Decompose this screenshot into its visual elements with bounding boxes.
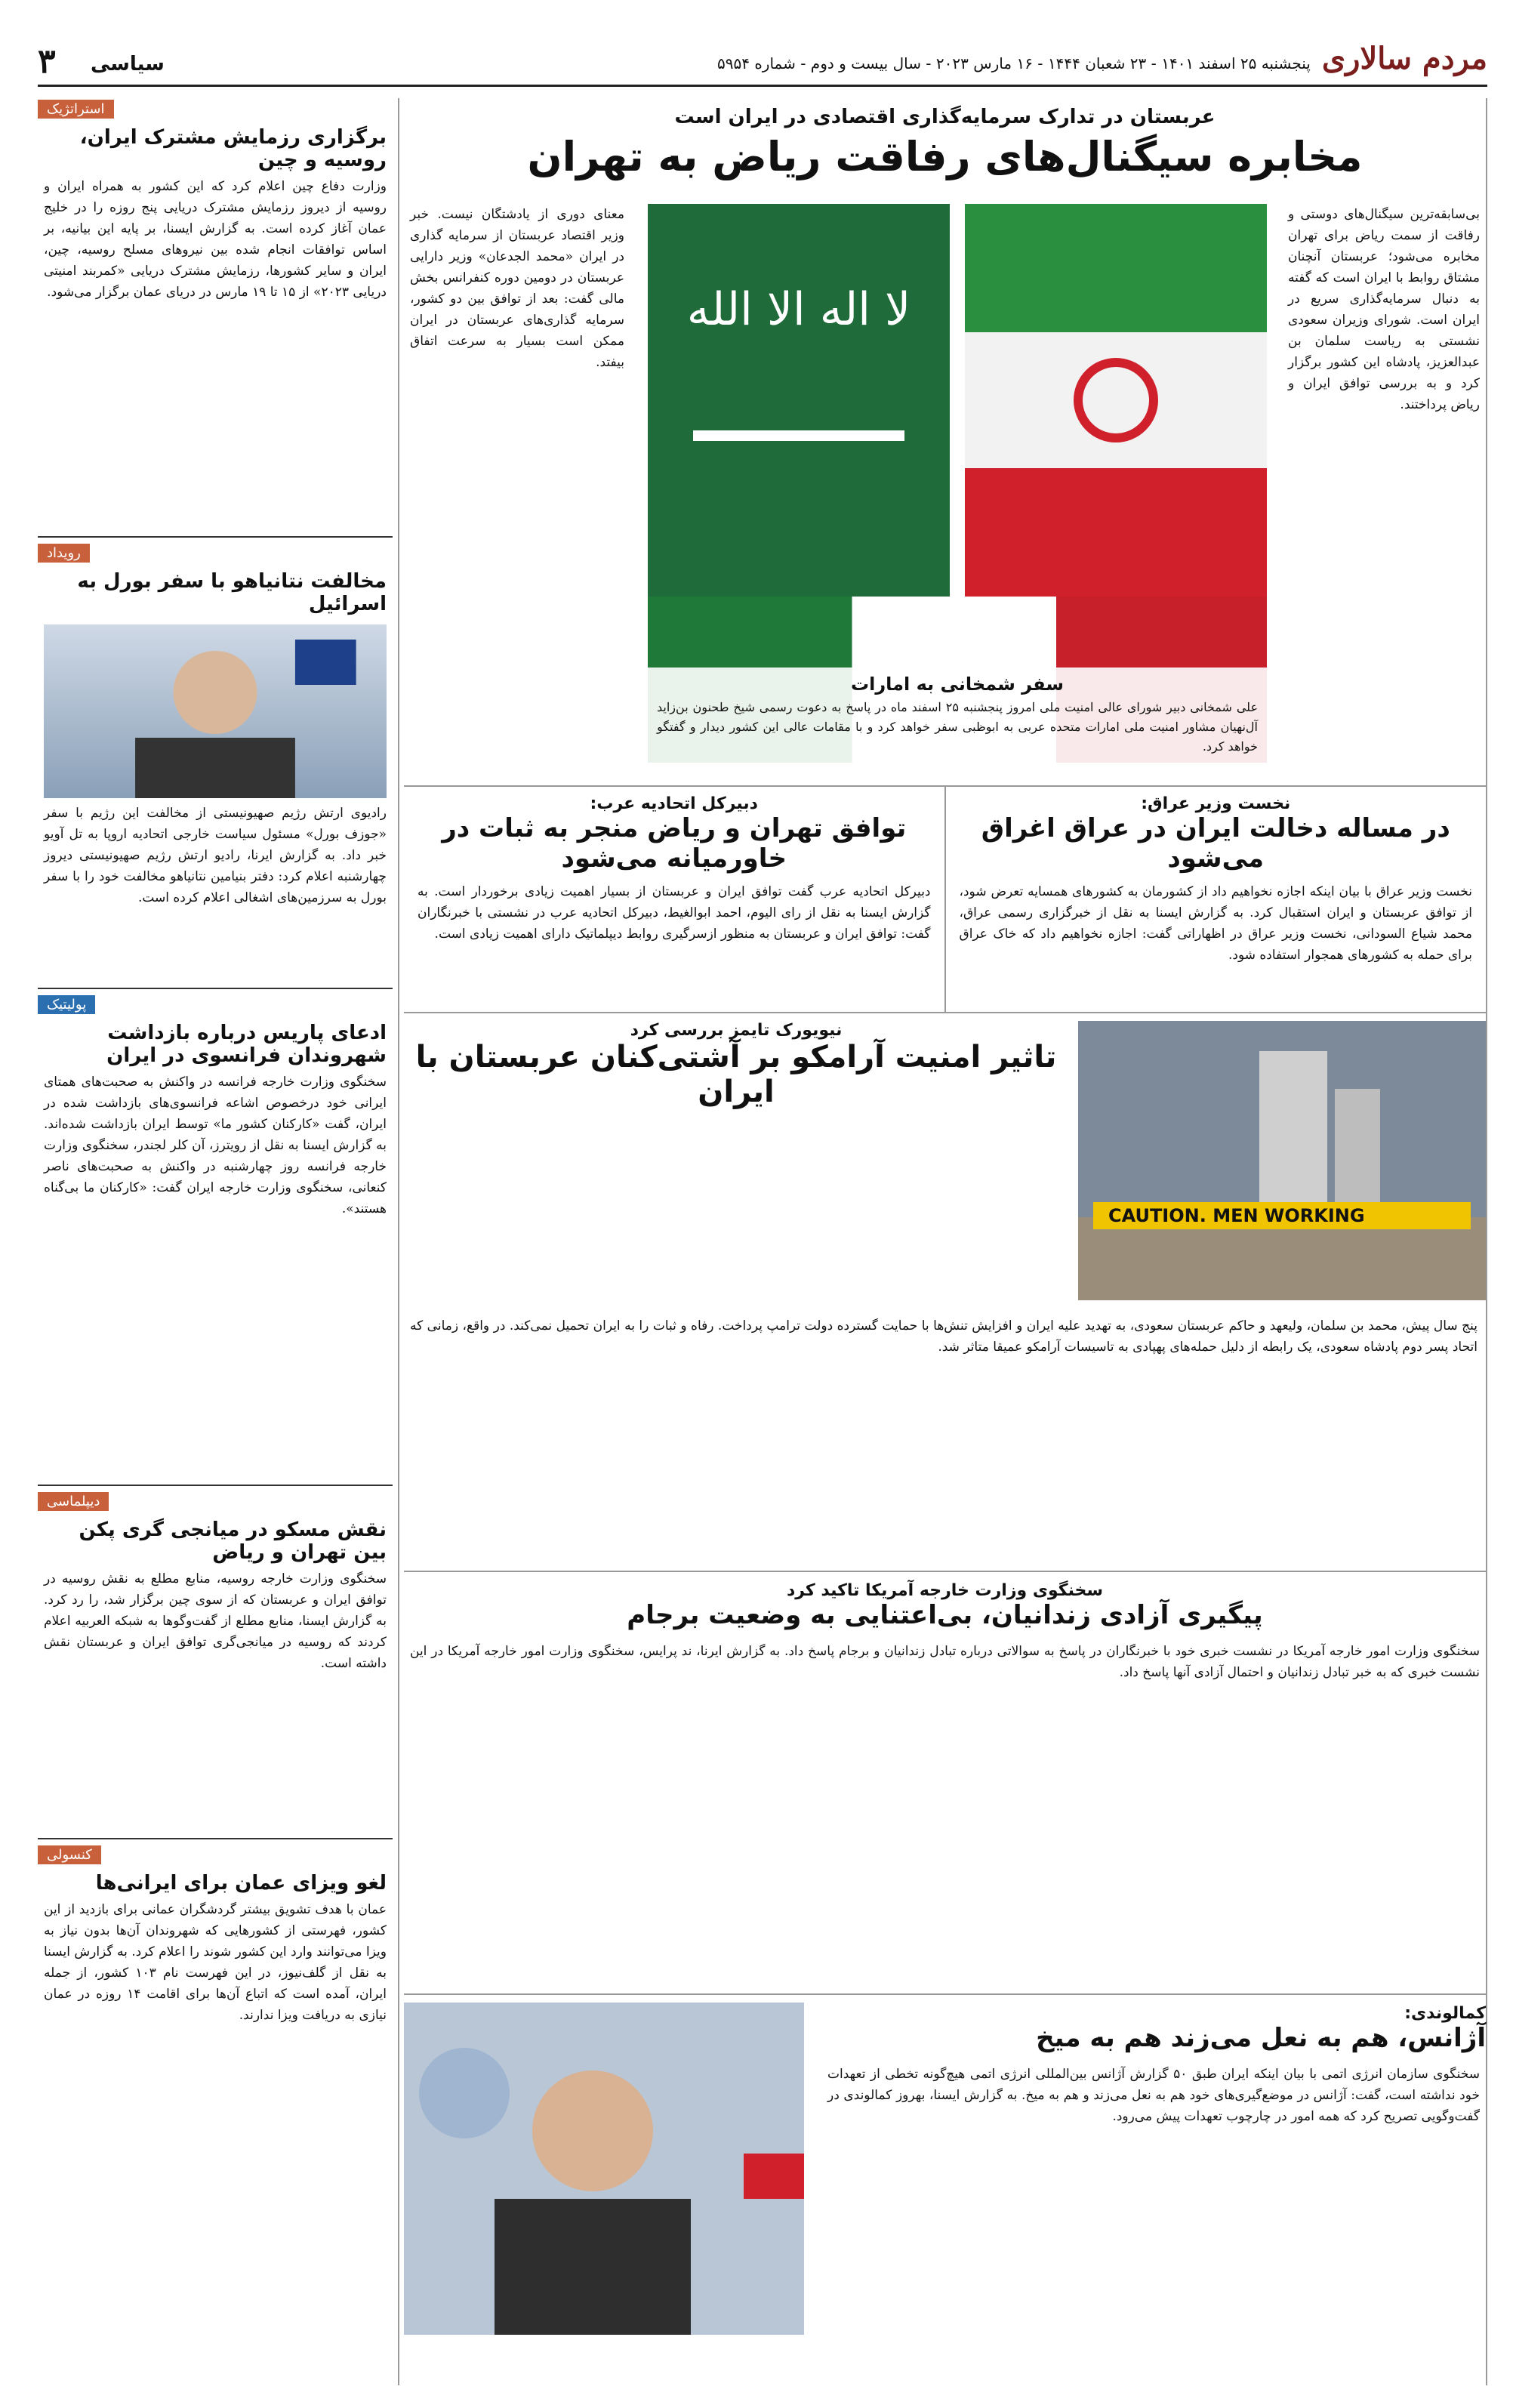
svg-text:لا اله الا الله: لا اله الا الله bbox=[686, 283, 911, 336]
mid-stories bbox=[404, 785, 1486, 1012]
arab-league-story bbox=[404, 787, 944, 1012]
brief-text: رادیوی ارتش رژیم صهیونیستی از مخالفت این رژیم با سفر «جوزف بورل» مسئول سیاست خارجی اتحادیه اروپا به تل آویو خبر داد. به گزارش ایرنا، رادیو ارتش رژیم صهیونیستی دیروز چهارشنبه اعلام کرد: دفتر بنیامین نتانیاهو مخالفت خود را با سفر بورل به سرزمین‌های اشغالی اعلام کرده است. bbox=[44, 806, 387, 905]
brief-text: وزارت دفاع چین اعلام کرد که این کشور به همراه ایران و روسیه از دیروز رزمایش مشترک دریایی پنج روزه را در خلیج عمان آغاز کرده است. به گزارش ایسنا، بر پایه این بیانیه، بر اساس توافقات انجام شده بین نیروهای مسلح روسیه، چین، ایران و سایر کشورها، رزمایش مشترک دریایی «کمربند امنیتی دریایی ۲۰۲۳» از ۱۵ تا ۱۹ مارس در دریای عمان برگزار می‌شود. bbox=[44, 179, 387, 300]
divider bbox=[38, 1838, 393, 1839]
brief-item bbox=[38, 1844, 393, 2327]
lead-story-body bbox=[404, 204, 1486, 785]
brief-item bbox=[38, 542, 393, 980]
story-text: سخنگوی سازمان انرژی اتمی با بیان اینکه ایران طبق ۵۰ گزارش آژانس بین‌المللی انرژی اتمی هیچ‌گونه تخطی از تعهدات خود نداشته است، گفت: آژانس در موضع‌گیری‌های خود هم به نعل می‌زند و هم به میخ. به گزارش ایسنا، بهروز کمالوندی در گفت‌وگویی تصریح کرد که همه امور در چارچوب تعهدات پیش می‌رود. bbox=[827, 2067, 1480, 2124]
kamalvandi-photo bbox=[404, 2003, 804, 2335]
story-kicker: کمالوندی: bbox=[1404, 2004, 1486, 2023]
brief-item bbox=[38, 1491, 393, 1830]
lead-kicker: عربستان در تدارک سرمایه‌گذاری اقتصادی در ایران است bbox=[674, 106, 1216, 128]
brief-title: لغو ویزای عمان برای ایرانی‌ها bbox=[95, 1872, 387, 1895]
brief-tag: کنسولی bbox=[38, 1845, 101, 1864]
person-icon bbox=[404, 2003, 804, 2335]
divider bbox=[38, 1485, 393, 1486]
story-title: در مساله دخالت ایران در عراق اغراق می‌شود bbox=[981, 813, 1450, 874]
issue-info: پنجشنبه ۲۵ اسفند ۱۴۰۱ - ۲۳ شعبان ۱۴۴۴ - ۱۶ مارس ۲۰۲۳ - سال بیست و دوم - شماره ۵۹۵۴ bbox=[717, 54, 1311, 72]
page-header bbox=[38, 39, 1487, 92]
brief-title: ادعای پاریس درباره بازداشت شهروندان فرانسوی در ایران bbox=[106, 1022, 387, 1067]
aramco-photo bbox=[1078, 1021, 1486, 1300]
brief-title: برگزاری رزمایش مشترک ایران، روسیه و چین bbox=[79, 126, 387, 171]
story-text: سخنگوی وزارت امور خارجه آمریکا در نشست خبری خود با خبرنگاران در پاسخ به سوالاتی درباره تبادل زندانیان و برجام پاسخ داد. به گزارش ایرنا، ند پرایس، سخنگوی وزارت امور خارجه آمریکا در این نشست خبری که به خبر تبادل زندانیان و احتمال آزادی آنها پاسخ داد. bbox=[410, 1644, 1480, 1680]
brief-text: عمان با هدف تشویق بیشتر گردشگران عمانی برای بازدید از این کشور، فهرستی از کشورهایی که شهروندان آن‌ها بدون نیاز به ویزا می‌توانند وارد این کشور شوند را اعلام کرد. به گزارش ایسنا به نقل از گلف‌نیوز، در این فهرست نام ۱۰۳ کشور، از جمله ایران، آمده است که اتباع آن‌ها برای اقامت ۱۴ روزه در عمان نیازی به دریافت ویزا ندارند. bbox=[44, 1902, 387, 2023]
lead-story-head bbox=[404, 98, 1486, 204]
kamalvandi-story bbox=[404, 1993, 1486, 2348]
state-dept-story bbox=[404, 1571, 1486, 1993]
story-text: دبیرکل اتحادیه عرب گفت توافق ایران و عربستان از بسیار اهمیت زیادی برخوردار است. به گزارش ایسنا به نقل از رای الیوم، احمد ابوالغیط، دبیرکل اتحادیه عرب در نشستی با خبرنگاران گفت: توافق ایران و عربستان به منظور ازسرگیری روابط دیپلماتیک دارای اهمیت زیادی است. bbox=[418, 884, 931, 942]
newspaper-logo: مردم سالاری bbox=[1321, 41, 1487, 76]
refinery-icon bbox=[1078, 1021, 1486, 1300]
lead-title: مخابره سیگنال‌های رفاقت ریاض به تهران bbox=[527, 133, 1363, 180]
story-kicker: نیویورک تایمز بررسی کرد bbox=[630, 1021, 843, 1040]
story-title: پیگیری آزادی زندانیان، بی‌اعتنایی به وضعیت برجام bbox=[627, 1600, 1263, 1630]
divider bbox=[38, 536, 393, 538]
flags-icon bbox=[648, 204, 1267, 597]
story-title: آژانس، هم به نعل می‌زند هم به میخ bbox=[1036, 2023, 1486, 2053]
story-kicker: نخست وزیر عراق: bbox=[1141, 794, 1291, 813]
brief-tag: رویداد bbox=[38, 544, 90, 563]
story-title: تاثیر امنیت آرامکو بر آشتی‌کنان عربستان با ایران bbox=[415, 1040, 1057, 1109]
section-label: سیاسی bbox=[91, 53, 165, 76]
brief-text: سخنگوی وزارت خارجه روسیه، منابع مطلع به نقش روسیه در توافق ایران و عربستان که از سوی چین برگزار شد، را رد کرد. به گزارش ایسنا، منابع مطلع از گفت‌وگوها به شبکه العربیه اعلام کردند که روسیه در میانجی‌گری توافق ایران و عربستان نقش داشته است. bbox=[44, 1571, 387, 1671]
brief-item bbox=[38, 98, 393, 529]
brief-text: سخنگوی وزارت خارجه فرانسه در واکنش به صحبت‌های همتای ایرانی خود درخصوص اشاعه فرانسوی‌های بازداشت شده در ایران، گفت «کارکنان کشور ما» توسط ایران بازداشت شده‌اند. به گزارش ایسنا به نقل از رویترز، آن کلر لجندر، سخنگوی وزارت خارجه فرانسه روز چهارشنبه در واکنش به صحبت‌های ناصر کنعانی، سخنگوی وزارت خارجه ایران گفت: «کارکنان ما بی‌گناه هستند». bbox=[44, 1075, 387, 1216]
aramco-story bbox=[404, 1012, 1486, 1571]
iraq-story bbox=[944, 787, 1487, 1012]
photo-caption bbox=[648, 668, 1267, 763]
caution-tape-label: CAUTION. MEN WORKING bbox=[1108, 1205, 1365, 1226]
column-divider bbox=[398, 98, 399, 2385]
brief-item bbox=[38, 994, 393, 1477]
borrell-photo bbox=[44, 624, 387, 798]
lead-text-left: معنای دوری از یادشتگان نیست. خبر وزیر اقتصاد عربستان از سرمایه گذاری در ایران «محمد الجدعان» وزیر دارایی عربستان در دومین دوره کنفرانس بخش مالی گفت: بعد از توافق بین دو کشور، سرمایه گذاری‌های عربستان در ایران ممکن است بسیار به سرعت اتفاق بیفتد. bbox=[410, 207, 624, 370]
flags-photo bbox=[648, 204, 1267, 763]
brief-title: نقش مسکو در میانجی گری پکن بین تهران و ریاض bbox=[79, 1518, 387, 1564]
story-title: توافق تهران و ریاض منجر به ثبات در خاورمیانه می‌شود bbox=[442, 813, 907, 874]
person-icon bbox=[44, 624, 387, 798]
header-rule bbox=[38, 85, 1487, 87]
page-number: ۳ bbox=[38, 42, 56, 81]
caption-title: سفر شمخانی به امارات bbox=[851, 674, 1064, 695]
main-area bbox=[404, 98, 1487, 2385]
brief-tag: پولیتیک bbox=[38, 995, 95, 1014]
brief-tag: استراتژیک bbox=[38, 100, 114, 119]
briefs-column bbox=[38, 98, 393, 2385]
story-kicker: سخنگوی وزارت خارجه آمریکا تاکید کرد bbox=[786, 1581, 1104, 1600]
divider bbox=[38, 988, 393, 989]
lead-text-right: بی‌سابقه‌ترین سیگنال‌های دوستی و رفاقت از سمت ریاض برای تهران مخابره می‌شود؛ عربستان آنچنان مشتاق روابط با ایران است که گفته به دنبال سرمایه‌گذاری سریع در ایران است. شورای وزیران سعودی نشستی به ریاست سلمان بن عبدالعزیز، پادشاه این کشور برگزار کرد و به بررسی توافق ایران و ریاض پرداختند. bbox=[1288, 207, 1480, 412]
brief-tag: دیپلماسی bbox=[38, 1492, 109, 1511]
caption-text: علی شمخانی دبیر شورای عالی امنیت ملی امروز پنجشنبه ۲۵ اسفند ماه در پاسخ به دعوت رسمی شیخ طحنون بن‌زاید آل‌نهیان مشاور امنیت ملی امارات متحده عربی به ابوظبی سفر خواهد کرد و با مقامات عالی این کشور دیدار و گفتگو خواهد کرد. bbox=[657, 700, 1258, 754]
story-text: پنج سال پیش، محمد بن سلمان، ولیعهد و حاکم عربستان سعودی، به تهدید علیه ایران و افزایش تنش‌ها با حمایت گسترده دولت ترامپ پرداخت. رفاه و ثبات را به ایران تحمیل نمی‌کند. در واقع، زمانی که اتحاد پسر دوم پادشاه سعودی، یک رابطه از دلیل حمله‌های پهپادی به تاسیسات آرامکو عمیقا متاثر شد. bbox=[410, 1318, 1477, 1355]
story-text: نخست وزیر عراق با بیان اینکه اجازه نخواهیم داد از کشورمان به کشورهای همسایه تعرض شود، از توافق عربستان و ایران استقبال کرد. به گزارش ایسنا به نقل از خبرگزاری رسمی عراق، محمد شیاع السودانی، نخست وزیر عراق در اظهاراتی گفت: اجازه نخواهیم داد که خاک عراق برای حمله به کشورهای همجوار استفاده شود. bbox=[959, 884, 1472, 963]
story-kicker: دبیرکل اتحادیه عرب: bbox=[590, 794, 758, 813]
brief-title: مخالفت نتانیاهو با سفر بورل به اسرائیل bbox=[77, 570, 387, 615]
